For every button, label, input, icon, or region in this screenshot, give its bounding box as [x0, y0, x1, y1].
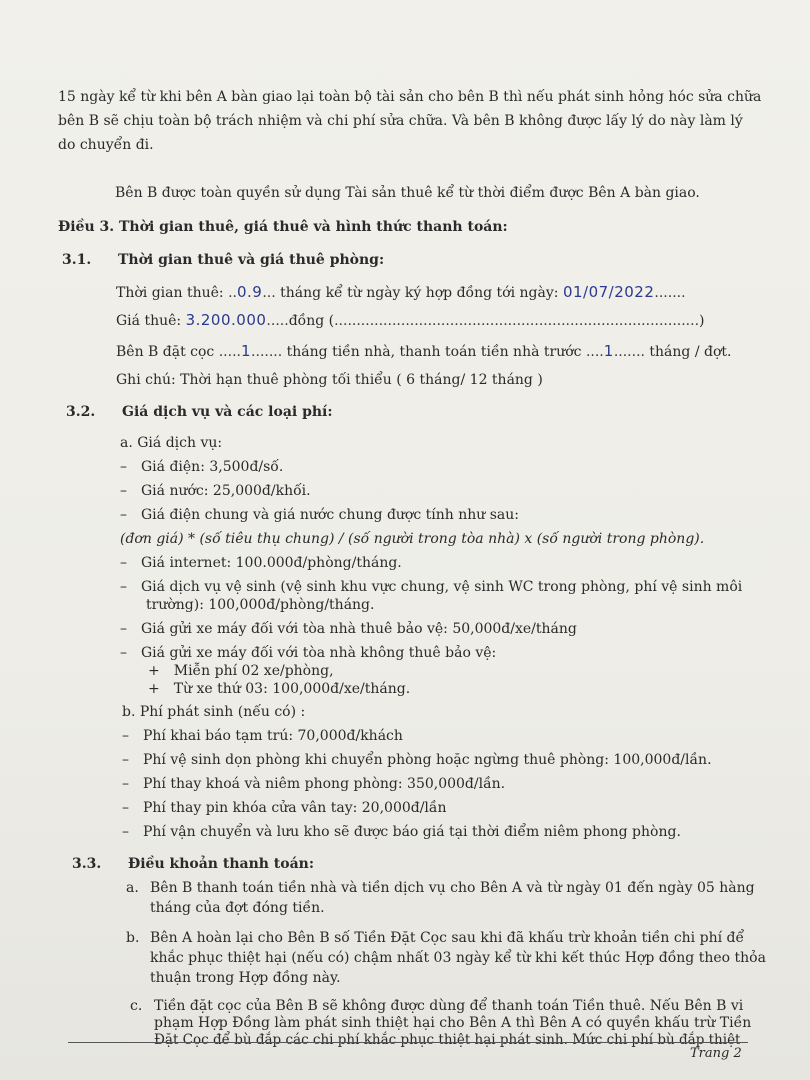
deposit-label: Bên B đặt cọc	[116, 344, 219, 360]
parking-third-vehicle: Từ xe thứ 03: 100,000đ/xe/tháng.	[173, 681, 411, 697]
list-item	[122, 751, 712, 769]
dash-bullet: –	[122, 800, 129, 816]
rent-time-row: Thời gian thuê: ..0.9... tháng kể từ ngày ký hợp đồng tới ngày: 01/07/2022.......	[116, 283, 686, 301]
payment-term-c-label: c.	[130, 998, 143, 1014]
plus-bullet: +	[148, 681, 160, 697]
dash-bullet: –	[120, 507, 127, 523]
list-item	[120, 554, 402, 572]
rent-time-label: Thời gian thuê:	[116, 285, 229, 301]
list-item	[122, 727, 403, 745]
advance-value: 1	[603, 342, 614, 360]
payment-term-b-label: b.	[126, 930, 140, 946]
dash-bullet: –	[120, 483, 127, 499]
article-3-title: Điều 3. Thời gian thuê, giá thuê và hình thức thanh toán:	[58, 219, 508, 235]
internet-price: Giá internet: 100.000đ/phòng/tháng.	[141, 555, 402, 571]
intro-line-2: bên B sẽ chịu toàn bộ trách nhiệm và chi phí sửa chữa. Và bên B không được lấy lý do này làm lý	[58, 113, 743, 129]
dash-bullet: –	[122, 728, 129, 744]
list-item	[120, 578, 742, 596]
payment-term-a-label: a.	[126, 880, 139, 896]
section-3-2-number: 3.2.	[66, 404, 96, 420]
price-value: 3.200.000	[185, 311, 267, 329]
list-item	[120, 620, 577, 638]
payment-term-a-line-2: tháng của đợt đóng tiền.	[150, 900, 325, 916]
rent-end-date-value: 01/07/2022	[562, 283, 655, 301]
price-row: Giá thuê: 3.200.000.....đồng (..................................................................................)	[116, 311, 705, 329]
dash-bullet: –	[122, 824, 129, 840]
footer-divider	[68, 1042, 748, 1043]
payment-term-c-line-2: phạm Hợp Đồng làm phát sinh thiệt hại cho Bên A thì Bên A có quyền khấu trừ Tiền	[154, 1015, 752, 1031]
service-fee-heading: a. Giá dịch vụ:	[120, 435, 223, 451]
list-item	[122, 823, 681, 841]
rent-time-mid: tháng kể từ ngày ký hợp đồng tới ngày:	[275, 285, 563, 301]
shared-formula: (đơn giá) * (số tiêu thụ chung) / (số người trong tòa nhà) x (số người trong phòng).	[120, 531, 705, 547]
section-3-3-number: 3.3.	[72, 856, 102, 872]
water-price: Giá nước: 25,000đ/khối.	[141, 483, 311, 499]
cleaning-price-line-1: Giá dịch vụ vệ sinh (vệ sinh khu vực chung, vệ sinh WC trong phòng, phí vệ sinh môi	[141, 579, 743, 595]
lock-change-fee: Phí thay khoá và niêm phong phòng: 350,000đ/lần.	[143, 776, 506, 792]
list-item	[120, 458, 283, 476]
dash-bullet: –	[120, 621, 127, 637]
section-3-2-title: Giá dịch vụ và các loại phí:	[122, 404, 333, 420]
list-item	[122, 775, 505, 793]
battery-fee: Phí thay pin khóa cửa vân tay: 20,000đ/lần	[143, 800, 447, 816]
section-3-3-title: Điều khoản thanh toán:	[128, 856, 315, 872]
list-item	[120, 506, 519, 524]
rent-time-value: 0.9	[236, 283, 263, 301]
room-cleaning-fee: Phí vệ sinh dọn phòng khi chuyển phòng hoặc ngừng thuê phòng: 100,000đ/lần.	[143, 752, 712, 768]
list-item	[122, 799, 447, 817]
dash-bullet: –	[120, 459, 127, 475]
payment-term-b-line-2: khắc phục thiệt hại (nếu có) chậm nhất 03 ngày kể từ khi kết thúc Hợp đồng theo thỏa	[150, 950, 766, 966]
deposit-row: Bên B đặt cọc .....1....... tháng tiền nhà, thanh toán tiền nhà trước ....1....... tháng / đợt.	[116, 342, 732, 360]
deposit-end: tháng / đợt.	[644, 344, 732, 360]
list-item	[120, 644, 496, 662]
parking-free: Miễn phí 02 xe/phòng,	[173, 663, 334, 679]
plus-bullet: +	[148, 663, 160, 679]
price-unit: đồng (	[288, 313, 335, 329]
cleaning-price-line-2: trường): 100,000đ/phòng/tháng.	[146, 597, 375, 613]
list-item	[148, 680, 410, 698]
payment-term-b-line-3: thuận trong Hợp đồng này.	[150, 970, 341, 986]
extra-fee-heading: b. Phí phát sinh (nếu có) :	[122, 704, 306, 720]
section-3-1-number: 3.1.	[62, 252, 92, 268]
page-number: Trang 2	[690, 1046, 742, 1061]
electric-price: Giá điện: 3,500đ/số.	[141, 459, 284, 475]
dash-bullet: –	[120, 579, 127, 595]
price-end: )	[699, 313, 705, 329]
payment-term-c-line-1: Tiền đặt cọc của Bên B sẽ không được dùng để thanh toán Tiền thuê. Nếu Bên B vi	[154, 998, 744, 1014]
deposit-value: 1	[241, 342, 252, 360]
shared-utilities: Giá điện chung và giá nước chung được tính như sau:	[141, 507, 519, 523]
intro-line-3: do chuyển đi.	[58, 137, 154, 153]
deposit-mid: tháng tiền nhà, thanh toán tiền nhà trước	[282, 344, 586, 360]
residence-registration-fee: Phí khai báo tạm trú: 70,000đ/khách	[143, 728, 403, 744]
minimum-term-note: Ghi chú: Thời hạn thuê phòng tối thiểu ( 6 tháng/ 12 tháng )	[116, 372, 543, 388]
payment-term-a-line-1: Bên B thanh toán tiền nhà và tiền dịch vụ cho Bên A và từ ngày 01 đến ngày 05 hàng	[150, 880, 755, 896]
payment-term-c-line-3: Đặt Cọc để bù đắp các chi phí khắc phục thiệt hại phát sinh. Mức chi phí bù đắp thiệt	[154, 1032, 741, 1048]
list-item	[120, 482, 311, 500]
parking-unguarded-heading: Giá gửi xe máy đối với tòa nhà không thuê bảo vệ:	[141, 645, 497, 661]
dash-bullet: –	[122, 752, 129, 768]
section-3-1-title: Thời gian thuê và giá thuê phòng:	[118, 252, 385, 268]
intro-line-1: 15 ngày kể từ khi bên A bàn giao lại toàn bộ tài sản cho bên B thì nếu phát sinh hỏng hóc sửa chữa	[58, 89, 762, 105]
parking-guarded-price: Giá gửi xe máy đối với tòa nhà thuê bảo vệ: 50,000đ/xe/tháng	[141, 621, 577, 637]
dash-bullet: –	[120, 645, 127, 661]
dash-bullet: –	[120, 555, 127, 571]
intro-line-4: Bên B được toàn quyền sử dụng Tài sản thuê kể từ thời điểm được Bên A bàn giao.	[115, 185, 700, 201]
payment-term-b-line-1: Bên A hoàn lại cho Bên B số Tiền Đặt Cọc sau khi đã khấu trừ khoản tiền chi phí để	[150, 930, 745, 946]
dash-bullet: –	[122, 776, 129, 792]
list-item	[148, 662, 334, 680]
price-label: Giá thuê:	[116, 313, 186, 329]
moving-storage-fee: Phí vận chuyển và lưu kho sẽ được báo giá tại thời điểm niêm phong phòng.	[143, 824, 681, 840]
